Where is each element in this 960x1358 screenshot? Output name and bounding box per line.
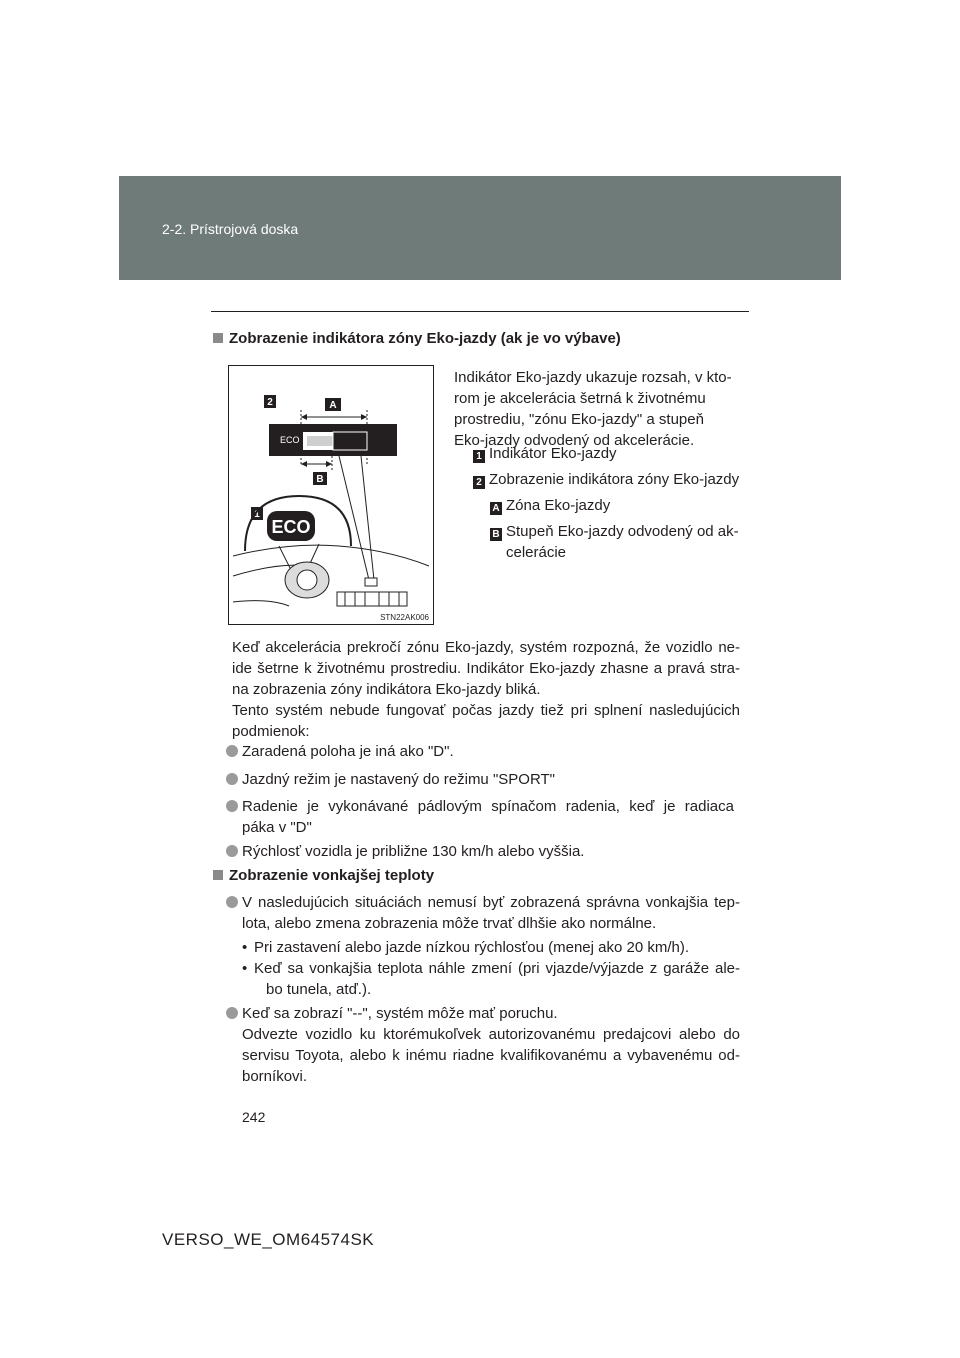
bullet-text: Zaradená poloha je iná ako "D". (242, 743, 454, 760)
page-number: 242 (242, 1109, 266, 1125)
badge-a: A (490, 502, 502, 515)
figure-code: STN22AK006 (380, 613, 429, 622)
bullet-dot-icon (226, 800, 238, 812)
dashboard-illustration (229, 366, 433, 624)
body-line: na zobrazenia zóny indikátora Eko-jazdy bliká. (232, 681, 541, 698)
meter-eco-label: ECO (280, 435, 300, 445)
body-line: Keď akcelerácia prekročí zónu Eko-jazdy, systém rozpozná, že vozidlo ne- (232, 639, 740, 656)
badge-1: 1 (473, 450, 485, 463)
legend-text: Indikátor Eko-jazdy (489, 445, 617, 462)
body-line: Tento systém nebude fungovať počas jazdy tiež pri splnení nasledujúcich (232, 702, 740, 719)
bullet-item (242, 841, 740, 862)
bullet-dot-icon (226, 1007, 238, 1019)
sub-bullet (242, 958, 740, 1000)
callout-1: 1 (254, 509, 260, 520)
bullet-text: páka v "D" (242, 819, 312, 836)
section-heading-eco (213, 330, 621, 347)
bullet-dot-icon (226, 745, 238, 757)
bullet-dot-icon (226, 845, 238, 857)
sub-text: bo tunela, atď.). (266, 981, 372, 998)
badge-b: B (490, 528, 502, 541)
badge-2: 2 (473, 476, 485, 489)
callout-2: 2 (267, 397, 273, 408)
bullet-text: Odvezte vozidlo ku ktorémukoľvek autorizovanému predajcovi alebo do (242, 1026, 740, 1043)
callout-a: A (329, 400, 337, 411)
document-id: VERSO_WE_OM64574SK (162, 1230, 375, 1249)
body-line: ide šetrne k životnému prostrediu. Indikátor Eko-jazdy zhasne a pravá stra- (232, 660, 740, 677)
intro-line: rom je akcelerácia šetrná k životnému (454, 390, 706, 407)
bullet-text: Keď sa zobrazí "--", systém môže mať poruchu. (242, 1005, 558, 1022)
eco-indicator-figure (228, 365, 434, 625)
callout-b: B (316, 474, 324, 485)
heading-square-icon (213, 333, 223, 343)
sub-text: Pri zastavení alebo jazde nízkou rýchlosťou (menej ako 20 km/h). (254, 939, 690, 956)
section-heading-temperature (213, 867, 434, 884)
legend-item-2 (473, 469, 739, 490)
intro-line: Eko-jazdy odvodený od akcelerácie. (454, 432, 695, 449)
body-line: podmienok: (232, 723, 310, 740)
divider (211, 311, 749, 312)
section-title: 2-2. Prístrojová doska (162, 221, 299, 237)
sub-bullet-marker: • (242, 960, 248, 977)
bullet-text: servisu Toyota, alebo k inému riadne kvalifikovanému a vybavenému od- (242, 1047, 740, 1064)
bullet-text: Jazdný režim je nastavený do režimu "SPORT" (242, 771, 555, 788)
bullet-item (242, 892, 740, 934)
sub-bullet-marker: • (242, 939, 248, 956)
bullet-item (242, 796, 734, 838)
heading-text: Zobrazenie vonkajšej teploty (229, 867, 435, 884)
intro-line: Indikátor Eko-jazdy ukazuje rozsah, v kto- (454, 369, 732, 386)
legend-item-b (490, 521, 742, 563)
legend-item-1 (473, 443, 617, 464)
body-paragraph (232, 637, 740, 742)
bullet-item (242, 1003, 740, 1087)
heading-square-icon (213, 870, 223, 880)
bullet-item (242, 741, 740, 762)
bullet-text: lota, alebo zmena zobrazenia môže trvať dlhšie ako normálne. (242, 915, 657, 932)
heading-text: Zobrazenie indikátora zóny Eko-jazdy (ak je vo výbave) (229, 330, 621, 347)
sub-bullet (242, 937, 740, 958)
sub-text: Keď sa vonkajšia teplota náhle zmení (pri vjazde/výjazde z garáže ale- (254, 960, 740, 977)
bullet-text: Radenie je vykonávané pádlovým spínačom radenia, keď je radiaca (242, 798, 734, 815)
bullet-text: Rýchlosť vozidla je približne 130 km/h alebo vyššia. (242, 843, 585, 860)
bullet-dot-icon (226, 896, 238, 908)
bullet-item (242, 769, 740, 790)
intro-line: prostrediu, "zónu Eko-jazdy" a stupeň (454, 411, 704, 428)
legend-text: Stupeň Eko-jazdy odvodený od ak- (506, 523, 739, 540)
intro-paragraph (454, 367, 740, 451)
bullet-text: V nasledujúcich situáciách nemusí byť zobrazená správna vonkajšia tep- (242, 894, 740, 911)
eco-indicator-icon: ECO (271, 517, 311, 537)
bullet-dot-icon (226, 773, 238, 785)
legend-text: Zobrazenie indikátora zóny Eko-jazdy (489, 471, 740, 488)
legend-item-a (490, 495, 610, 516)
legend-text: Zóna Eko-jazdy (506, 497, 611, 514)
legend-text-cont: celerácie (506, 544, 567, 561)
bullet-text: borníkovi. (242, 1068, 308, 1085)
